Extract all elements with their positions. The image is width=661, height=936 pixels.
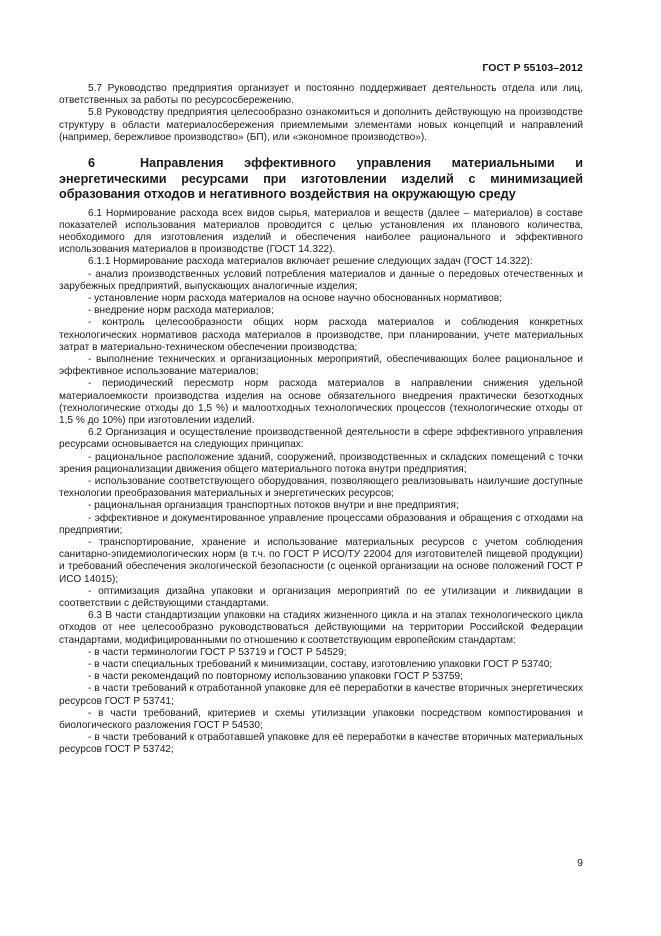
paragraph-5-7: 5.7 Руководство предприятия организует и постоянно поддерживает деятельность отдела или лиц, ответственных за работы по ресурсосбережению. <box>59 83 583 107</box>
list-item: - транспортирование, хранение и использование материальных ресурсов с учетом соблюдения санитарно-эпидемиологических норм (в т.ч. по ГОСТ Р ИСО/ТУ 22004 для изготовителей пищевой продукции) и требований обеспечения экологической безопасности (с оценкой организации на основе положений ГОСТ Р ИСО 14015); <box>59 537 583 585</box>
paragraph-5-8: 5.8 Руководству предприятия целесообразно ознакомиться и дополнить действующую на производстве структуру в области материалосбережения приемлемыми элементами новых концепций и направлений (например, бережливое производство» (БП), или «экономное производство»). <box>59 107 583 143</box>
list-item: - в части требований, критериев и схемы утилизации упаковки посредством компостирования и биологического разложения ГОСТ Р 54530; <box>59 707 583 732</box>
paragraph-6-1-1: 6.1.1 Нормирование расхода материалов включает решение следующих задач (ГОСТ 14.322): <box>88 256 533 268</box>
list-item: - рациональная организация транспортных потоков внутри и вне предприятия; <box>88 500 459 512</box>
list-item: - установление норм расхода материалов на основе научно обоснованных нормативов; <box>88 292 502 304</box>
list-item: - рациональное расположение зданий, сооружений, производственных и складских помещений с точки зрения рационализации движения общего материального потока внутри предприятия; <box>59 451 583 475</box>
list-item: - в части терминологии ГОСТ Р 53719 и ГОСТ Р 54529; <box>88 646 347 658</box>
page-number: 9 <box>577 857 583 869</box>
list-item: - периодический пересмотр норм расхода материалов в направлении снижения удельной материалоемкости производства изделия на основе обязательного внедрения практически безотходных (технологические отходы до 1,5 %) и малоотходных технологических процессов (технологические отходы от 1,5 % до 10%) при изготовлении изделий. <box>59 378 583 426</box>
section-number: 6 <box>88 156 96 171</box>
list-item: - использование соответствующего оборудования, позволяющего реализовывать наилучшие доступные технологии преобразования материальных и энергетических ресурсов; <box>59 475 583 500</box>
section-heading <box>59 156 583 203</box>
section-title: Направления эффективного управления материальными и энергетическими ресурсами при изготовлении изделий с минимизацией образования отходов и негативного воздействия на окружающую среду <box>59 156 583 202</box>
document-body <box>59 83 583 757</box>
list-item: - оптимизация дизайна упаковки и организация мероприятий по ее утилизации и ликвидации в соответствии с действующими стандартами. <box>59 585 583 610</box>
paragraph-6-2: 6.2 Организация и осуществление производственной деятельности в сфере эффективного управления ресурсами основывается на следующих принципах: <box>59 427 583 451</box>
paragraph-6-3: 6.3 В части стандартизации упаковки на стадиях жизненного цикла и на этапах технологического цикла отходов от нее целесообразно руководствоваться действующими на территории Российской Федерации стандартами, модифицированными по отношению к соответствующим европейским стандартам: <box>59 610 583 646</box>
list-item: - в части требований к отработавшей упаковке для её переработки в качестве вторичных материальных ресурсов ГОСТ Р 53742; <box>59 732 583 756</box>
list-item: - анализ производственных условий потребления материалов и данные о передовых отечественных и зарубежных предприятий, выпускающих аналогичные изделия; <box>59 268 583 292</box>
list-item: - в части рекомендаций по повторному использованию упаковки ГОСТ Р 53759; <box>88 671 463 683</box>
list-item: - внедрение норм расхода материалов; <box>88 305 274 317</box>
list-item: - контроль целесообразности общих норм расхода материалов и соблюдения конкретных технологических нормативов расхода материалов в производстве, при планировании, учете материальных затрат в материально-техническом обеспечении производства; <box>59 317 583 353</box>
list-item: - в части требований к отработанной упаковке для её переработки в качестве вторичных энергетических ресурсов ГОСТ Р 53741; <box>59 683 583 707</box>
standard-id-header: ГОСТ Р 55103–2012 <box>482 62 583 74</box>
list-item: - выполнение технических и организационных мероприятий, обеспечивающих более рациональное и эффективное использование материалов; <box>59 353 583 378</box>
list-item: - эффективное и документированное управление процессами образования и обращения с отходами на предприятии; <box>59 512 583 536</box>
paragraph-6-1: 6.1 Нормирование расхода всех видов сырья, материалов и веществ (далее – материалов) в составе показателей использования материалов проводится с целью установления их планового количества, необходимого для изготовления изделий и обеспечения наиболее рационального и эффективного использования материалов в производстве (ГОСТ 14.322). <box>59 207 583 256</box>
list-item: - в части специальных требований к минимизации, составу, изготовлению упаковки ГОСТ Р 53740; <box>88 659 553 671</box>
